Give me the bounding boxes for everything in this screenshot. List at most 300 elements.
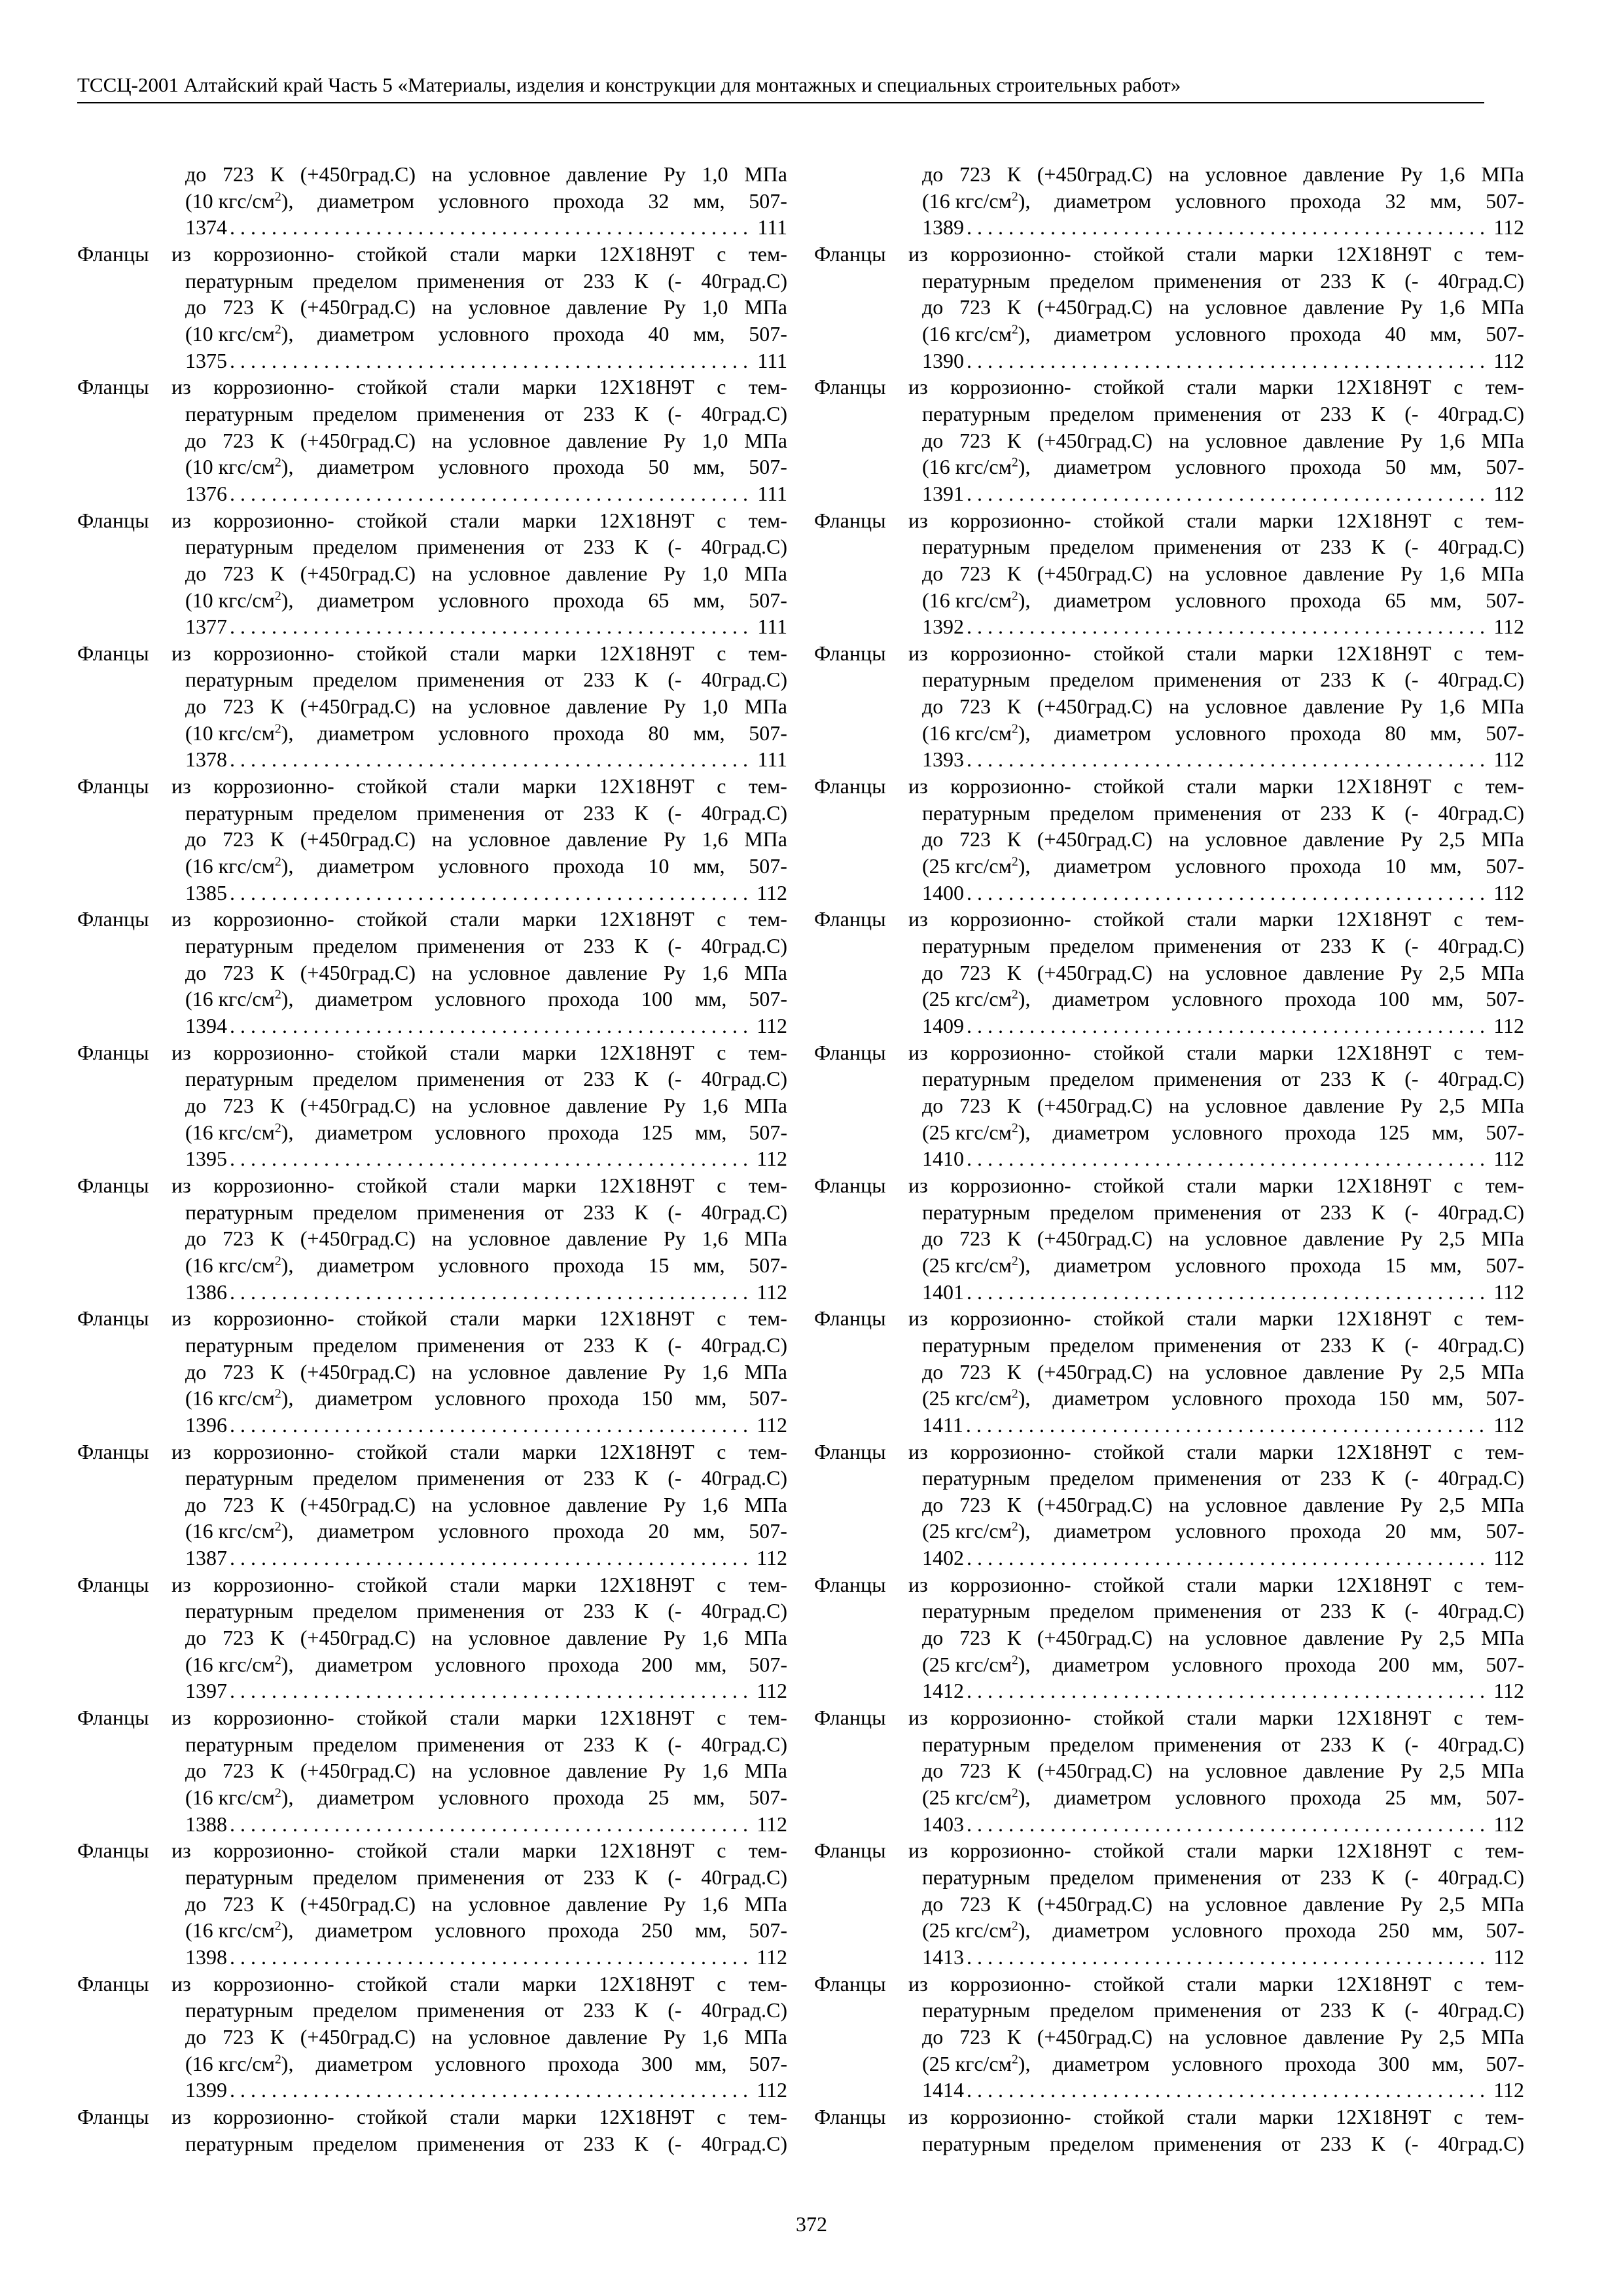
entry-page-ref: 111 — [757, 481, 787, 505]
pressure-unit: (16 кгс/см — [185, 854, 275, 878]
pressure-unit-tail: ), — [281, 1519, 294, 1543]
entry-page-ref: 112 — [1493, 215, 1524, 240]
entry-line-2: пературным пределом применения от 233 К (- 40град.С) — [185, 2131, 787, 2155]
pressure-unit: (10 кгс/см — [185, 188, 275, 213]
pressure-unit: (16 кгс/см — [922, 721, 1012, 745]
unit-superscript: 2 — [274, 189, 281, 204]
entry-line-3: до 723 К (+450град.С) на условное давление Ру 1,6 МПа — [185, 1626, 787, 1650]
pressure-unit: (16 кгс/см — [185, 987, 275, 1011]
entry-line-3: до 723 К (+450град.С) на условное давление Ру 1,0 МПа — [185, 428, 787, 452]
pressure-unit-tail: ), — [281, 1253, 294, 1277]
entry-page-ref: 111 — [757, 615, 787, 639]
entry-line-4: (25 кгс/$см^2$), диаметром условного прохода 150 мм, 507- — [922, 1386, 1524, 1410]
entry-page-ref: 112 — [1493, 1014, 1524, 1037]
entry-line-2: пературным пределом применения от 233 К (- 40град.С) — [185, 401, 787, 425]
index-entry — [814, 773, 1524, 906]
pressure-unit-tail: ), — [1018, 2051, 1031, 2075]
entry-line-1: Фланцы из коррозионно- стойкой стали марки 12Х18Н9Т с тем- — [814, 242, 1524, 266]
pressure-unit: (16 кгс/см — [185, 1519, 275, 1543]
entry-leader-line — [77, 1944, 787, 1971]
pressure-unit: (25 кгс/см — [922, 854, 1012, 878]
entry-code: 1376 — [185, 481, 227, 505]
entry-line-4: (16 кгс/$см^2$), диаметром условного прохода 250 мм, 507- — [185, 1918, 787, 1943]
leader-dots — [230, 1944, 754, 1971]
entry-line-1: Фланцы из коррозионно- стойкой стали марки 12Х18Н9Т с тем- — [814, 375, 1524, 399]
entry-code: 1385 — [185, 880, 227, 905]
pressure-unit-tail: ), — [281, 854, 294, 878]
unit-superscript: 2 — [1011, 588, 1018, 603]
entry-line-3: до 723 К (+450град.С) на условное давление Ру 1,6 МПа — [922, 295, 1524, 319]
entry-line-3: до 723 К (+450град.С) на условное давление Ру 1,6 МПа — [185, 1093, 787, 1117]
entry-line-2: пературным пределом применения от 233 К (- 40град.С) — [185, 1865, 787, 1889]
entry-line-3: до 723 К (+450град.С) на условное давление Ру 1,0 МПа — [185, 561, 787, 585]
entry-line-1: Фланцы из коррозионно- стойкой стали марки 12Х18Н9Т с тем- — [77, 907, 787, 931]
entry-line-2: пературным пределом применения от 233 К (- 40град.С) — [922, 668, 1524, 692]
entry-line-2: пературным пределом применения от 233 К (- 40град.С) — [185, 1998, 787, 2022]
index-entry — [814, 1305, 1524, 1438]
leader-dots — [230, 1013, 754, 1039]
entry-page-ref: 112 — [1493, 2078, 1524, 2102]
entry-line-4: (25 кгс/$см^2$), диаметром условного прохода 20 мм, 507- — [922, 1519, 1524, 1543]
entry-code: 1386 — [185, 1280, 227, 1304]
unit-superscript: 2 — [1011, 1519, 1018, 1534]
index-entry — [77, 161, 787, 241]
index-entry — [814, 1039, 1524, 1172]
pressure-unit-tail: ), — [1018, 188, 1031, 213]
unit-superscript: 2 — [274, 455, 281, 470]
entry-code: 1375 — [185, 348, 227, 372]
entry-leader-line — [77, 1545, 787, 1571]
pressure-unit: (25 кгс/см — [922, 1652, 1012, 1676]
leader-dots — [967, 348, 1491, 374]
entry-line-1: Фланцы из коррозионно- стойкой стали марки 12Х18Н9Т с тем- — [814, 1839, 1524, 1863]
unit-superscript: 2 — [274, 1785, 281, 1801]
entry-code: 1390 — [922, 348, 964, 372]
unit-superscript: 2 — [1011, 1785, 1018, 1801]
entry-line-4: (25 кгс/$см^2$), диаметром условного прохода 300 мм, 507- — [922, 2051, 1524, 2075]
entry-leader-line — [814, 214, 1524, 241]
unit-superscript: 2 — [1011, 987, 1018, 1002]
unit-superscript: 2 — [1011, 1653, 1018, 1668]
entry-leader-line — [814, 480, 1524, 507]
pressure-unit-tail: ), — [1018, 1120, 1031, 1144]
index-entry — [77, 374, 787, 507]
entry-line-2: пературным пределом применения от 233 К (- 40град.С) — [185, 268, 787, 293]
pressure-unit-tail: ), — [1018, 1386, 1031, 1410]
leader-dots — [967, 1545, 1491, 1571]
index-entry — [814, 1704, 1524, 1837]
pressure-unit: (25 кгс/см — [922, 1519, 1012, 1543]
entry-line-2: пературным пределом применения от 233 К (- 40град.С) — [185, 1067, 787, 1091]
leader-dots — [230, 214, 755, 241]
entry-line-4: (16 кгс/$см^2$), диаметром условного прохода 100 мм, 507- — [185, 987, 787, 1011]
entry-line-1: Фланцы из коррозионно- стойкой стали марки 12Х18Н9Т с тем- — [77, 774, 787, 798]
entry-code: 1378 — [185, 747, 227, 772]
pressure-unit-tail: ), — [281, 721, 294, 745]
entry-line-1: Фланцы из коррозионно- стойкой стали марки 12Х18Н9Т с тем- — [77, 2104, 787, 2128]
pressure-unit: (10 кгс/см — [185, 588, 275, 612]
entry-line-3: до 723 К (+450град.С) на условное давление Ру 2,5 МПа — [922, 1626, 1524, 1650]
entry-line-3: до 723 К (+450град.С) на условное давление Ру 1,6 МПа — [185, 1892, 787, 1916]
entry-leader-line — [77, 348, 787, 374]
entry-line-3: до 723 К (+450град.С) на условное давление Ру 1,6 МПа — [185, 827, 787, 852]
entry-line-1: Фланцы из коррозионно- стойкой стали марки 12Х18Н9Т с тем- — [77, 508, 787, 532]
entry-line-4: (16 кгс/$см^2$), диаметром условного прохода 300 мм, 507- — [185, 2051, 787, 2075]
leader-dots — [967, 1944, 1491, 1971]
leader-dots — [967, 1811, 1491, 1838]
index-entry — [77, 1571, 787, 1704]
entry-line-2: пературным пределом применения от 233 К (- 40град.С) — [922, 1998, 1524, 2022]
index-entry — [77, 1439, 787, 1571]
unit-superscript: 2 — [1011, 2051, 1018, 2066]
entry-line-2: пературным пределом применения от 233 К (- 40град.С) — [185, 934, 787, 958]
entry-line-4: (16 кгс/$см^2$), диаметром условного прохода 125 мм, 507- — [185, 1120, 787, 1144]
entry-line-4: (25 кгс/$см^2$), диаметром условного прохода 15 мм, 507- — [922, 1253, 1524, 1277]
pressure-unit-tail: ), — [281, 1386, 294, 1410]
leader-dots — [230, 1412, 754, 1439]
leader-dots — [967, 1145, 1491, 1172]
entry-line-4: (25 кгс/$см^2$), диаметром условного прохода 25 мм, 507- — [922, 1785, 1524, 1810]
index-entry — [77, 1837, 787, 1970]
pressure-unit-tail: ), — [1018, 588, 1031, 612]
entry-line-2: пературным пределом применения от 233 К (- 40град.С) — [185, 1333, 787, 1357]
index-entry — [77, 1172, 787, 1305]
index-entry — [77, 2104, 787, 2157]
entry-leader-line — [814, 613, 1524, 640]
entry-code: 1414 — [922, 2078, 964, 2102]
entry-page-ref: 112 — [1493, 1280, 1524, 1304]
entry-code: 1392 — [922, 615, 964, 639]
entry-line-1: Фланцы из коррозионно- стойкой стали марки 12Х18Н9Т с тем- — [77, 1839, 787, 1863]
pressure-unit: (25 кгс/см — [922, 987, 1012, 1011]
entry-line-3: до 723 К (+450град.С) на условное давление Ру 2,5 МПа — [922, 1093, 1524, 1117]
entry-line-2: пературным пределом применения от 233 К (- 40град.С) — [185, 535, 787, 559]
entry-leader-line — [77, 880, 787, 906]
entry-line-2: пературным пределом применения от 233 К (- 40град.С) — [185, 1732, 787, 1756]
entry-line-4: (16 кгс/$см^2$), диаметром условного прохода 150 мм, 507- — [185, 1386, 787, 1410]
entry-line-4: (16 кгс/$см^2$), диаметром условного прохода 10 мм, 507- — [185, 854, 787, 878]
unit-superscript: 2 — [1011, 455, 1018, 470]
entry-leader-line — [814, 348, 1524, 374]
unit-superscript: 2 — [274, 2051, 281, 2066]
unit-superscript: 2 — [1011, 189, 1018, 204]
entry-line-1: Фланцы из коррозионно- стойкой стали марки 12Х18Н9Т с тем- — [814, 1040, 1524, 1064]
unit-superscript: 2 — [1011, 721, 1018, 736]
entry-leader-line — [814, 746, 1524, 773]
entry-page-ref: 112 — [757, 880, 787, 905]
pressure-unit: (16 кгс/см — [185, 1386, 275, 1410]
leader-dots — [230, 880, 754, 906]
entry-page-ref: 112 — [757, 1280, 787, 1304]
index-entry — [77, 906, 787, 1039]
leader-dots — [230, 1811, 754, 1838]
entry-line-2: пературным пределом применения от 233 К (- 40град.С) — [922, 1732, 1524, 1756]
pressure-unit: (25 кгс/см — [922, 1918, 1012, 1943]
entry-line-1: Фланцы из коррозионно- стойкой стали марки 12Х18Н9Т с тем- — [77, 1040, 787, 1064]
entry-leader-line — [77, 1279, 787, 1306]
entry-leader-line — [814, 1811, 1524, 1838]
entry-line-1: Фланцы из коррозионно- стойкой стали марки 12Х18Н9Т с тем- — [814, 2104, 1524, 2128]
entry-line-1: Фланцы из коррозионно- стойкой стали марки 12Х18Н9Т с тем- — [77, 641, 787, 665]
entry-line-3: до 723 К (+450град.С) на условное давление Ру 2,5 МПа — [922, 827, 1524, 852]
entry-line-3: до 723 К (+450град.С) на условное давление Ру 2,5 МПа — [922, 1227, 1524, 1251]
entry-page-ref: 112 — [1493, 1412, 1524, 1437]
entry-line-2: пературным пределом применения от 233 К (- 40град.С) — [922, 934, 1524, 958]
entry-line-2: пературным пределом применения от 233 К (- 40град.С) — [922, 1333, 1524, 1357]
pressure-unit: (16 кгс/см — [922, 188, 1012, 213]
entry-line-2: пературным пределом применения от 233 К (- 40град.С) — [922, 1865, 1524, 1889]
unit-superscript: 2 — [274, 854, 281, 869]
pressure-unit: (25 кгс/см — [922, 1785, 1012, 1810]
leader-dots — [967, 1279, 1491, 1306]
unit-superscript: 2 — [1011, 1120, 1018, 1135]
entry-line-1: Фланцы из коррозионно- стойкой стали марки 12Х18Н9Т с тем- — [77, 1706, 787, 1730]
index-entry — [77, 640, 787, 773]
leader-dots — [967, 480, 1491, 507]
entry-line-1: Фланцы из коррозионно- стойкой стали марки 12Х18Н9Т с тем- — [814, 907, 1524, 931]
entry-page-ref: 111 — [757, 348, 787, 372]
leader-dots — [967, 214, 1491, 241]
entry-leader-line — [814, 1279, 1524, 1306]
entry-code: 1389 — [922, 215, 964, 240]
entry-line-3: до 723 К (+450град.С) на условное давление Ру 2,5 МПа — [922, 2024, 1524, 2049]
index-entry — [814, 1172, 1524, 1305]
header-title: ТССЦ-2001 Алтайский край Часть 5 «Материалы, изделия и конструкции для монтажных и специальных строительных работ» — [77, 73, 1181, 96]
entry-leader-line — [77, 1677, 787, 1704]
pressure-unit-tail: ), — [1018, 1918, 1031, 1943]
entry-line-4: (16 кгс/$см^2$), диаметром условного прохода 200 мм, 507- — [185, 1652, 787, 1676]
left-column — [77, 161, 787, 2157]
entry-line-2: пературным пределом применения от 233 К (- 40град.С) — [185, 1599, 787, 1623]
unit-superscript: 2 — [274, 987, 281, 1002]
entry-page-ref: 112 — [757, 1812, 787, 1836]
entry-line-3: до 723 К (+450град.С) на условное давление Ру 1,6 МПа — [185, 960, 787, 984]
entry-page-ref: 112 — [1493, 615, 1524, 639]
unit-superscript: 2 — [274, 1253, 281, 1268]
entry-line-2: пературным пределом применения от 233 К (- 40град.С) — [922, 1599, 1524, 1623]
pressure-unit: (16 кгс/см — [185, 1918, 275, 1943]
index-entry — [77, 1305, 787, 1438]
leader-dots — [230, 348, 755, 374]
entry-leader-line — [814, 1944, 1524, 1971]
pressure-unit-tail: ), — [281, 2051, 294, 2075]
entry-line-3: до 723 К (+450град.С) на условное давление Ру 1,6 МПа — [922, 694, 1524, 719]
entry-code: 1387 — [185, 1546, 227, 1570]
leader-dots — [967, 1677, 1491, 1704]
pressure-unit: (16 кгс/см — [185, 1253, 275, 1277]
entry-code: 1377 — [185, 615, 227, 639]
index-entry — [77, 1971, 787, 2104]
entry-page-ref: 111 — [757, 747, 787, 772]
entry-line-4: (10 кгс/$см^2$), диаметром условного прохода 40 мм, 507- — [185, 321, 787, 346]
entry-line-1: Фланцы из коррозионно- стойкой стали марки 12Х18Н9Т с тем- — [814, 508, 1524, 532]
entry-line-4: (16 кгс/$см^2$), диаметром условного прохода 32 мм, 507- — [922, 188, 1524, 213]
pressure-unit: (16 кгс/см — [185, 1120, 275, 1144]
entry-page-ref: 112 — [757, 1945, 787, 1969]
entry-page-ref: 112 — [1493, 747, 1524, 772]
entry-line-2: пературным пределом применения от 233 К (- 40град.С) — [922, 2131, 1524, 2155]
pressure-unit-tail: ), — [281, 1785, 294, 1810]
entry-line-4: (25 кгс/$см^2$), диаметром условного прохода 125 мм, 507- — [922, 1120, 1524, 1144]
pressure-unit: (16 кгс/см — [185, 1652, 275, 1676]
entry-leader-line — [77, 1811, 787, 1838]
entry-line-1: Фланцы из коррозионно- стойкой стали марки 12Х18Н9Т с тем- — [77, 1439, 787, 1463]
right-column — [814, 161, 1524, 2157]
pressure-unit: (10 кгс/см — [185, 455, 275, 479]
leader-dots — [967, 746, 1491, 773]
pressure-unit-tail: ), — [1018, 455, 1031, 479]
entry-code: 1402 — [922, 1546, 964, 1570]
entry-line-4: (25 кгс/$см^2$), диаметром условного прохода 200 мм, 507- — [922, 1652, 1524, 1676]
index-entry — [77, 507, 787, 640]
entry-page-ref: 112 — [1493, 1546, 1524, 1570]
entry-code: 1388 — [185, 1812, 227, 1836]
entry-line-2: пературным пределом применения от 233 К (- 40град.С) — [922, 401, 1524, 425]
entry-line-2: пературным пределом применения от 233 К (- 40град.С) — [185, 1466, 787, 1490]
unit-superscript: 2 — [274, 1519, 281, 1534]
pressure-unit-tail: ), — [281, 1652, 294, 1676]
page-header — [77, 71, 1484, 103]
entry-leader-line — [77, 480, 787, 507]
leader-dots — [967, 613, 1491, 640]
entry-leader-line — [814, 1412, 1524, 1439]
entry-leader-line — [77, 613, 787, 640]
leader-dots — [966, 1412, 1491, 1439]
index-entry — [814, 1837, 1524, 1970]
entry-line-4: (10 кгс/$см^2$), диаметром условного прохода 32 мм, 507- — [185, 188, 787, 213]
entry-line-4: (16 кгс/$см^2$), диаметром условного прохода 50 мм, 507- — [922, 455, 1524, 479]
unit-superscript: 2 — [1011, 854, 1018, 869]
entry-page-ref: 112 — [757, 1679, 787, 1703]
entry-page-ref: 112 — [757, 1014, 787, 1037]
pressure-unit: (25 кгс/см — [922, 1120, 1012, 1144]
unit-superscript: 2 — [274, 1386, 281, 1401]
entry-line-2: пературным пределом применения от 233 К (- 40град.С) — [922, 1067, 1524, 1091]
entry-line-4: (16 кгс/$см^2$), диаметром условного прохода 80 мм, 507- — [922, 721, 1524, 745]
unit-superscript: 2 — [274, 1120, 281, 1135]
leader-dots — [230, 746, 755, 773]
entry-code: 1398 — [185, 1945, 227, 1969]
leader-dots — [230, 1545, 754, 1571]
leader-dots — [230, 1279, 754, 1306]
entry-line-4: (16 кгс/$см^2$), диаметром условного прохода 25 мм, 507- — [185, 1785, 787, 1810]
entry-line-1: Фланцы из коррозионно- стойкой стали марки 12Х18Н9Т с тем- — [814, 1706, 1524, 1730]
leader-dots — [230, 480, 755, 507]
entry-line-1: Фланцы из коррозионно- стойкой стали марки 12Х18Н9Т с тем- — [814, 1173, 1524, 1197]
entry-line-3: до 723 К (+450град.С) на условное давление Ру 2,5 МПа — [922, 960, 1524, 984]
entry-leader-line — [814, 1145, 1524, 1172]
entry-code: 1396 — [185, 1412, 227, 1437]
pressure-unit: (16 кгс/см — [922, 321, 1012, 346]
entry-line-4: (16 кгс/$см^2$), диаметром условного прохода 20 мм, 507- — [185, 1519, 787, 1543]
entry-line-4: (16 кгс/$см^2$), диаметром условного прохода 40 мм, 507- — [922, 321, 1524, 346]
entry-line-3: до 723 К (+450град.С) на условное давление Ру 1,6 МПа — [185, 1759, 787, 1783]
entry-line-2: пературным пределом применения от 233 К (- 40град.С) — [922, 268, 1524, 293]
entry-line-3: до 723 К (+450град.С) на условное давление Ру 2,5 МПа — [922, 1359, 1524, 1384]
pressure-unit: (16 кгс/см — [922, 455, 1012, 479]
entry-code: 1399 — [185, 2078, 227, 2102]
entry-line-4: (25 кгс/$см^2$), диаметром условного прохода 100 мм, 507- — [922, 987, 1524, 1011]
entry-code: 1395 — [185, 1147, 227, 1171]
leader-dots — [967, 2077, 1491, 2104]
pressure-unit: (25 кгс/см — [922, 2051, 1012, 2075]
entry-code: 1412 — [922, 1679, 964, 1703]
entry-line-3: до 723 К (+450град.С) на условное давление Ру 1,6 МПа — [922, 162, 1524, 186]
leader-dots — [230, 2077, 754, 2104]
index-entry — [77, 241, 787, 374]
entry-line-3: до 723 К (+450град.С) на условное давление Ру 1,0 МПа — [185, 295, 787, 319]
unit-superscript: 2 — [274, 588, 281, 603]
index-entry — [814, 1439, 1524, 1571]
entry-line-2: пературным пределом применения от 233 К (- 40град.С) — [922, 1466, 1524, 1490]
entry-page-ref: 112 — [1493, 880, 1524, 905]
pressure-unit: (25 кгс/см — [922, 1253, 1012, 1277]
entry-line-2: пературным пределом применения от 233 К (- 40град.С) — [185, 1200, 787, 1224]
entry-line-3: до 723 К (+450град.С) на условное давление Ру 2,5 МПа — [922, 1892, 1524, 1916]
entry-line-2: пературным пределом применения от 233 К (- 40град.С) — [185, 668, 787, 692]
pressure-unit-tail: ), — [1018, 1652, 1031, 1676]
unit-superscript: 2 — [274, 721, 281, 736]
entry-page-ref: 112 — [1493, 1812, 1524, 1836]
entry-line-4: (25 кгс/$см^2$), диаметром условного прохода 250 мм, 507- — [922, 1918, 1524, 1943]
pressure-unit-tail: ), — [1018, 1253, 1031, 1277]
index-entry — [814, 640, 1524, 773]
leader-dots — [230, 1145, 754, 1172]
leader-dots — [967, 1013, 1491, 1039]
pressure-unit-tail: ), — [1018, 721, 1031, 745]
pressure-unit: (10 кгс/см — [185, 321, 275, 346]
entry-code: 1374 — [185, 215, 227, 240]
unit-superscript: 2 — [274, 1653, 281, 1668]
pressure-unit-tail: ), — [1018, 1519, 1031, 1543]
pressure-unit-tail: ), — [1018, 987, 1031, 1011]
pressure-unit: (16 кгс/см — [922, 588, 1012, 612]
entry-code: 1409 — [922, 1014, 964, 1037]
entry-line-4: (10 кгс/$см^2$), диаметром условного прохода 80 мм, 507- — [185, 721, 787, 745]
pressure-unit-tail: ), — [1018, 321, 1031, 346]
pressure-unit-tail: ), — [281, 321, 294, 346]
index-entry — [814, 906, 1524, 1039]
entry-line-3: до 723 К (+450град.С) на условное давление Ру 1,6 МПа — [922, 428, 1524, 452]
entry-code: 1410 — [922, 1147, 964, 1171]
entry-leader-line — [77, 1412, 787, 1439]
entry-code: 1401 — [922, 1280, 964, 1304]
pressure-unit: (16 кгс/см — [185, 2051, 275, 2075]
entry-line-1: Фланцы из коррозионно- стойкой стали марки 12Х18Н9Т с тем- — [814, 1439, 1524, 1463]
entry-code: 1403 — [922, 1812, 964, 1836]
entry-code: 1393 — [922, 747, 964, 772]
entry-code: 1413 — [922, 1945, 964, 1969]
entry-line-4: (10 кгс/$см^2$), диаметром условного прохода 50 мм, 507- — [185, 455, 787, 479]
pressure-unit: (16 кгс/см — [185, 1785, 275, 1810]
entry-line-2: пературным пределом применения от 233 К (- 40град.С) — [922, 800, 1524, 825]
entry-leader-line — [814, 1545, 1524, 1571]
entry-line-3: до 723 К (+450град.С) на условное давление Ру 1,6 МПа — [922, 561, 1524, 585]
entry-line-3: до 723 К (+450град.С) на условное давление Ру 2,5 МПа — [922, 1492, 1524, 1516]
index-entry — [814, 507, 1524, 640]
entry-leader-line — [814, 880, 1524, 906]
pressure-unit-tail: ), — [281, 588, 294, 612]
entry-line-3: до 723 К (+450град.С) на условное давление Ру 1,0 МПа — [185, 694, 787, 719]
entry-line-4: (10 кгс/$см^2$), диаметром условного прохода 65 мм, 507- — [185, 588, 787, 612]
entry-line-1: Фланцы из коррозионно- стойкой стали марки 12Х18Н9Т с тем- — [77, 1173, 787, 1197]
index-entry — [814, 161, 1524, 241]
entry-code: 1400 — [922, 880, 964, 905]
entry-leader-line — [77, 1013, 787, 1039]
entry-page-ref: 112 — [757, 1412, 787, 1437]
leader-dots — [230, 613, 755, 640]
entry-code: 1411 — [922, 1412, 963, 1437]
